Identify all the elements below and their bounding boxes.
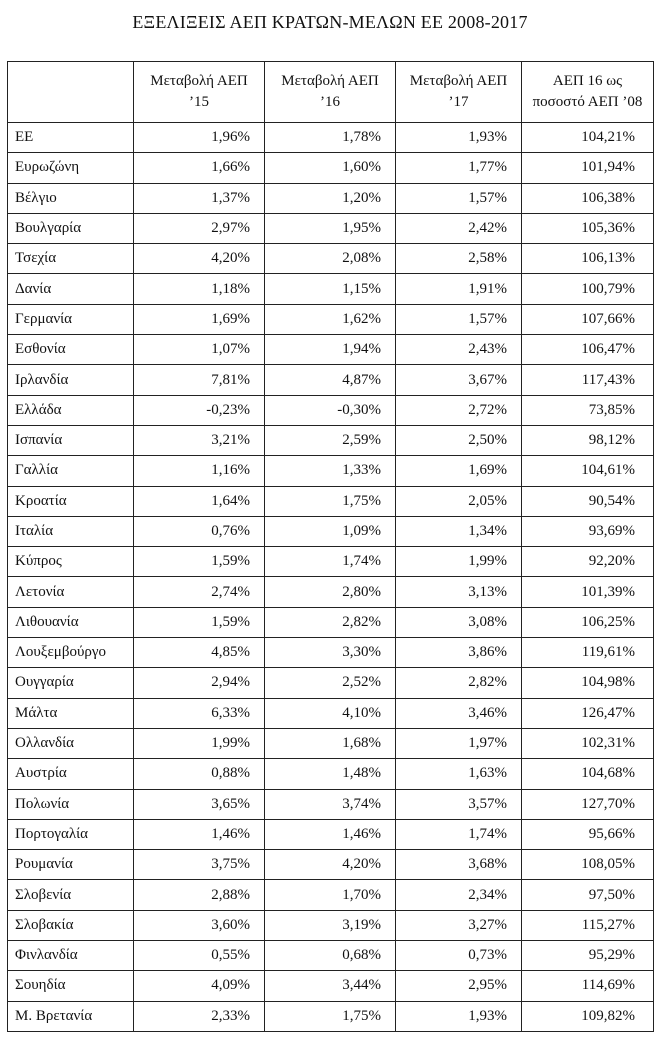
change-17-cell: 3,68% — [396, 850, 522, 880]
country-cell: Σλοβακία — [8, 910, 134, 940]
gdp-ratio-cell: 106,47% — [522, 335, 654, 365]
change-16-cell: 1,94% — [265, 335, 396, 365]
change-15-cell: 1,18% — [134, 274, 265, 304]
change-17-cell: 1,99% — [396, 547, 522, 577]
country-cell: Λουξεμβούργο — [8, 638, 134, 668]
table-row — [8, 1001, 654, 1031]
change-16-cell: 2,82% — [265, 607, 396, 637]
header-line: Μεταβολή ΑΕΠ — [409, 73, 508, 89]
change-16-cell: 2,59% — [265, 425, 396, 455]
country-cell: Βέλγιο — [8, 183, 134, 213]
country-cell: Ιταλία — [8, 516, 134, 546]
change-15-cell: 2,97% — [134, 213, 265, 243]
change-15-cell: 3,60% — [134, 910, 265, 940]
country-cell: Ιρλανδία — [8, 365, 134, 395]
table-row — [8, 365, 654, 395]
change-17-cell: 1,34% — [396, 516, 522, 546]
change-15-cell: 1,16% — [134, 456, 265, 486]
table-row — [8, 153, 654, 183]
gdp-ratio-cell: 104,21% — [522, 123, 654, 153]
change-16-cell: 4,20% — [265, 850, 396, 880]
table-row — [8, 577, 654, 607]
country-cell: ΕΕ — [8, 123, 134, 153]
table-row — [8, 880, 654, 910]
change-15-cell: 6,33% — [134, 698, 265, 728]
change-15-cell: 1,59% — [134, 607, 265, 637]
country-cell: Αυστρία — [8, 759, 134, 789]
gdp-ratio-cell: 127,70% — [522, 789, 654, 819]
change-16-cell: 2,52% — [265, 668, 396, 698]
change-17-cell: 1,57% — [396, 304, 522, 334]
gdp-ratio-cell: 90,54% — [522, 486, 654, 516]
country-cell: Πορτογαλία — [8, 819, 134, 849]
change-15-cell: 3,65% — [134, 789, 265, 819]
change-17-cell: 2,50% — [396, 425, 522, 455]
change-15-cell: 1,37% — [134, 183, 265, 213]
gdp-ratio-cell: 119,61% — [522, 638, 654, 668]
gdp-ratio-cell: 105,36% — [522, 213, 654, 243]
change-15-cell: 1,07% — [134, 335, 265, 365]
country-cell: Τσεχία — [8, 244, 134, 274]
change-17-cell: 2,82% — [396, 668, 522, 698]
country-cell: Σλοβενία — [8, 880, 134, 910]
change-17-cell: 2,58% — [396, 244, 522, 274]
table-row — [8, 941, 654, 971]
change-17-cell: 1,77% — [396, 153, 522, 183]
change-17-cell: 1,97% — [396, 728, 522, 758]
change-15-cell: 1,69% — [134, 304, 265, 334]
table-row — [8, 183, 654, 213]
change-16-cell: 3,44% — [265, 971, 396, 1001]
change-16-cell: 2,80% — [265, 577, 396, 607]
change-16-cell: 0,68% — [265, 941, 396, 971]
country-cell: Γερμανία — [8, 304, 134, 334]
gdp-ratio-cell: 115,27% — [522, 910, 654, 940]
change-16-cell: 1,09% — [265, 516, 396, 546]
header-cell-change-16 — [265, 62, 396, 123]
change-15-cell: 2,88% — [134, 880, 265, 910]
change-17-cell: 2,95% — [396, 971, 522, 1001]
change-16-cell: 1,15% — [265, 274, 396, 304]
table-row — [8, 789, 654, 819]
change-17-cell: 3,86% — [396, 638, 522, 668]
change-17-cell: 2,72% — [396, 395, 522, 425]
change-17-cell: 3,67% — [396, 365, 522, 395]
country-cell: Λιθουανία — [8, 607, 134, 637]
gdp-ratio-cell: 100,79% — [522, 274, 654, 304]
header-cell-gdp-ratio — [522, 62, 654, 123]
header-line: Μεταβολή ΑΕΠ — [281, 73, 379, 89]
table-row — [8, 910, 654, 940]
table-row — [8, 395, 654, 425]
change-16-cell: 1,46% — [265, 819, 396, 849]
change-15-cell: 4,09% — [134, 971, 265, 1001]
change-16-cell: 1,68% — [265, 728, 396, 758]
change-16-cell: 3,74% — [265, 789, 396, 819]
change-17-cell: 1,63% — [396, 759, 522, 789]
country-cell: Πολωνία — [8, 789, 134, 819]
table-row — [8, 304, 654, 334]
change-17-cell: 2,43% — [396, 335, 522, 365]
change-17-cell: 1,74% — [396, 819, 522, 849]
table-row — [8, 123, 654, 153]
gdp-ratio-cell: 126,47% — [522, 698, 654, 728]
change-15-cell: 3,21% — [134, 425, 265, 455]
change-16-cell: 3,19% — [265, 910, 396, 940]
country-cell: Ρουμανία — [8, 850, 134, 880]
gdp-ratio-cell: 108,05% — [522, 850, 654, 880]
change-16-cell: 2,08% — [265, 244, 396, 274]
change-16-cell: 1,70% — [265, 880, 396, 910]
country-cell: Γαλλία — [8, 456, 134, 486]
change-15-cell: 0,55% — [134, 941, 265, 971]
table-row — [8, 728, 654, 758]
change-17-cell: 2,42% — [396, 213, 522, 243]
change-17-cell: 1,57% — [396, 183, 522, 213]
table-row — [8, 456, 654, 486]
change-15-cell: 1,46% — [134, 819, 265, 849]
table-row — [8, 425, 654, 455]
country-cell: Κύπρος — [8, 547, 134, 577]
change-17-cell: 1,93% — [396, 123, 522, 153]
change-15-cell: 1,64% — [134, 486, 265, 516]
table-row — [8, 213, 654, 243]
change-15-cell: 0,88% — [134, 759, 265, 789]
change-17-cell: 3,13% — [396, 577, 522, 607]
gdp-ratio-cell: 95,66% — [522, 819, 654, 849]
header-row — [8, 62, 654, 123]
change-16-cell: 1,48% — [265, 759, 396, 789]
change-16-cell: 1,33% — [265, 456, 396, 486]
change-17-cell: 1,91% — [396, 274, 522, 304]
table-row — [8, 759, 654, 789]
change-17-cell: 3,27% — [396, 910, 522, 940]
change-15-cell: 1,96% — [134, 123, 265, 153]
table-row — [8, 516, 654, 546]
table-row — [8, 638, 654, 668]
change-15-cell: 1,99% — [134, 728, 265, 758]
gdp-ratio-cell: 106,38% — [522, 183, 654, 213]
table-row — [8, 607, 654, 637]
header-cell-change-17 — [396, 62, 522, 123]
country-cell: Ευρωζώνη — [8, 153, 134, 183]
change-16-cell: 1,62% — [265, 304, 396, 334]
change-15-cell: -0,23% — [134, 395, 265, 425]
country-cell: Ουγγαρία — [8, 668, 134, 698]
change-17-cell: 0,73% — [396, 941, 522, 971]
change-15-cell: 2,33% — [134, 1001, 265, 1031]
change-16-cell: 1,60% — [265, 153, 396, 183]
change-17-cell: 1,93% — [396, 1001, 522, 1031]
country-cell: Δανία — [8, 274, 134, 304]
change-15-cell: 1,59% — [134, 547, 265, 577]
country-cell: Κροατία — [8, 486, 134, 516]
table-row — [8, 971, 654, 1001]
gdp-ratio-cell: 98,12% — [522, 425, 654, 455]
gdp-ratio-cell: 73,85% — [522, 395, 654, 425]
change-16-cell: 3,30% — [265, 638, 396, 668]
change-16-cell: 4,10% — [265, 698, 396, 728]
country-cell: Ισπανία — [8, 425, 134, 455]
change-16-cell: -0,30% — [265, 395, 396, 425]
gdp-ratio-cell: 104,61% — [522, 456, 654, 486]
header-line: ’15 — [189, 94, 209, 110]
table-row — [8, 698, 654, 728]
change-17-cell: 1,69% — [396, 456, 522, 486]
header-line: Μεταβολή ΑΕΠ — [150, 73, 248, 89]
country-cell: Σουηδία — [8, 971, 134, 1001]
header-line: ’17 — [448, 94, 469, 110]
table-row — [8, 335, 654, 365]
country-cell: Μάλτα — [8, 698, 134, 728]
gdp-ratio-cell: 104,68% — [522, 759, 654, 789]
header-line: ΑΕΠ 16 ως — [552, 73, 623, 89]
country-cell: Μ. Βρετανία — [8, 1001, 134, 1031]
gdp-ratio-cell: 104,98% — [522, 668, 654, 698]
country-cell: Ολλανδία — [8, 728, 134, 758]
change-15-cell: 4,85% — [134, 638, 265, 668]
change-16-cell: 1,74% — [265, 547, 396, 577]
change-17-cell: 2,05% — [396, 486, 522, 516]
gdp-ratio-cell: 117,43% — [522, 365, 654, 395]
change-15-cell: 0,76% — [134, 516, 265, 546]
gdp-ratio-cell: 106,25% — [522, 607, 654, 637]
change-17-cell: 3,57% — [396, 789, 522, 819]
change-15-cell: 4,20% — [134, 244, 265, 274]
gdp-table — [7, 61, 654, 1032]
header-cell-change-15 — [134, 62, 265, 123]
page-title: ΕΞΕΛΙΞΕΙΣ ΑΕΠ ΚΡΑΤΩΝ-ΜΕΛΩΝ ΕΕ 2008-2017 — [132, 12, 528, 32]
change-16-cell: 4,87% — [265, 365, 396, 395]
change-15-cell: 7,81% — [134, 365, 265, 395]
gdp-ratio-cell: 101,94% — [522, 153, 654, 183]
table-row — [8, 668, 654, 698]
gdp-ratio-cell: 93,69% — [522, 516, 654, 546]
gdp-ratio-cell: 95,29% — [522, 941, 654, 971]
gdp-ratio-cell: 92,20% — [522, 547, 654, 577]
change-15-cell: 3,75% — [134, 850, 265, 880]
change-15-cell: 2,94% — [134, 668, 265, 698]
header-line: ποσοστό ΑΕΠ ’08 — [532, 94, 643, 110]
change-16-cell: 1,78% — [265, 123, 396, 153]
table-row — [8, 486, 654, 516]
change-16-cell: 1,75% — [265, 486, 396, 516]
gdp-ratio-cell: 97,50% — [522, 880, 654, 910]
country-cell: Λετονία — [8, 577, 134, 607]
gdp-ratio-cell: 101,39% — [522, 577, 654, 607]
country-cell: Εσθονία — [8, 335, 134, 365]
country-cell: Ελλάδα — [8, 395, 134, 425]
gdp-ratio-cell: 114,69% — [522, 971, 654, 1001]
table-row — [8, 850, 654, 880]
table-row — [8, 244, 654, 274]
change-15-cell: 2,74% — [134, 577, 265, 607]
change-17-cell: 3,08% — [396, 607, 522, 637]
table-row — [8, 547, 654, 577]
change-17-cell: 2,34% — [396, 880, 522, 910]
gdp-ratio-cell: 102,31% — [522, 728, 654, 758]
table-row — [8, 819, 654, 849]
gdp-ratio-cell: 109,82% — [522, 1001, 654, 1031]
country-cell: Βουλγαρία — [8, 213, 134, 243]
table-header — [8, 62, 654, 123]
change-16-cell: 1,95% — [265, 213, 396, 243]
header-cell-country — [8, 62, 134, 123]
table-body — [8, 123, 654, 1032]
gdp-ratio-cell: 107,66% — [522, 304, 654, 334]
table-row — [8, 274, 654, 304]
gdp-ratio-cell: 106,13% — [522, 244, 654, 274]
change-15-cell: 1,66% — [134, 153, 265, 183]
change-16-cell: 1,75% — [265, 1001, 396, 1031]
header-line: ’16 — [320, 94, 340, 110]
country-cell: Φινλανδία — [8, 941, 134, 971]
change-16-cell: 1,20% — [265, 183, 396, 213]
change-17-cell: 3,46% — [396, 698, 522, 728]
